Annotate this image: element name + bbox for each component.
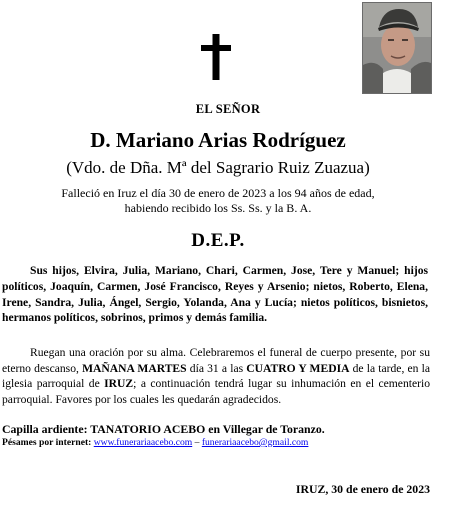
widower-line: (Vdo. de Dña. Mª del Sagrario Ruiz Zuazua) <box>66 158 370 177</box>
funeral-day: MAÑANA MARTES <box>82 361 187 375</box>
notice-part-3: de la tarde, en la iglesia parroquial de <box>2 361 431 391</box>
death-line-1: Falleció en Iruz el día 30 de enero de 2023 a los 94 años de edad, <box>61 186 375 200</box>
death-line-2: habiendo recibido los Ss. Ss. y la B. A. <box>124 201 312 215</box>
link-separator: – <box>192 437 202 448</box>
funeral-notice <box>2 345 430 407</box>
notice-part-1: Ruegan una oración por su alma. Celebraremos el funeral de cuerpo presente, por su eterno descanso, <box>2 346 430 375</box>
notice-part-4: ; a continuación tendrá lugar su inhumación en el cementerio parroquial. Favores por los cuales les quedarán agradecidos. <box>2 377 431 406</box>
funeral-place: IRUZ <box>104 377 134 391</box>
honorific: EL SEÑOR <box>195 102 261 116</box>
dateline: IRUZ, 30 de enero de 2023 <box>295 482 430 496</box>
condolences-line <box>2 437 432 448</box>
website-link[interactable]: www.funerariaacebo.com <box>93 437 193 448</box>
deceased-name: D. Mariano Arias Rodríguez <box>90 128 346 152</box>
latin-cross-icon <box>199 34 233 80</box>
portrait-photo <box>362 2 432 94</box>
funeral-time: CUATRO Y MEDIA <box>246 361 350 375</box>
notice-part-2: día 31 a las <box>186 361 247 375</box>
condolences-label: Pésames por internet: <box>2 437 94 448</box>
chapel-line: Capilla ardiente: TANATORIO ACEBO en Villegar de Toranzo. <box>2 422 325 436</box>
family-paragraph: Sus hijos, Elvira, Julia, Mariano, Chari, Carmen, Jose, Tere y Manuel; hijos políticos, Joaquín, Carmen, José Francisco, Reyes y Arsenio; nietos, Roberto, Elena, Irene, Sandra, Julia, Ángel, Sergio, Yolanda, Ana y Lucía; nietos políticos, bisnietos, hermanos políticos, sobrinos, primos y demás familia. <box>2 264 428 325</box>
death-notice <box>0 186 436 216</box>
email-link[interactable]: funerariaacebo@gmail.com <box>201 437 309 448</box>
dep-heading: D.E.P. <box>191 230 245 251</box>
